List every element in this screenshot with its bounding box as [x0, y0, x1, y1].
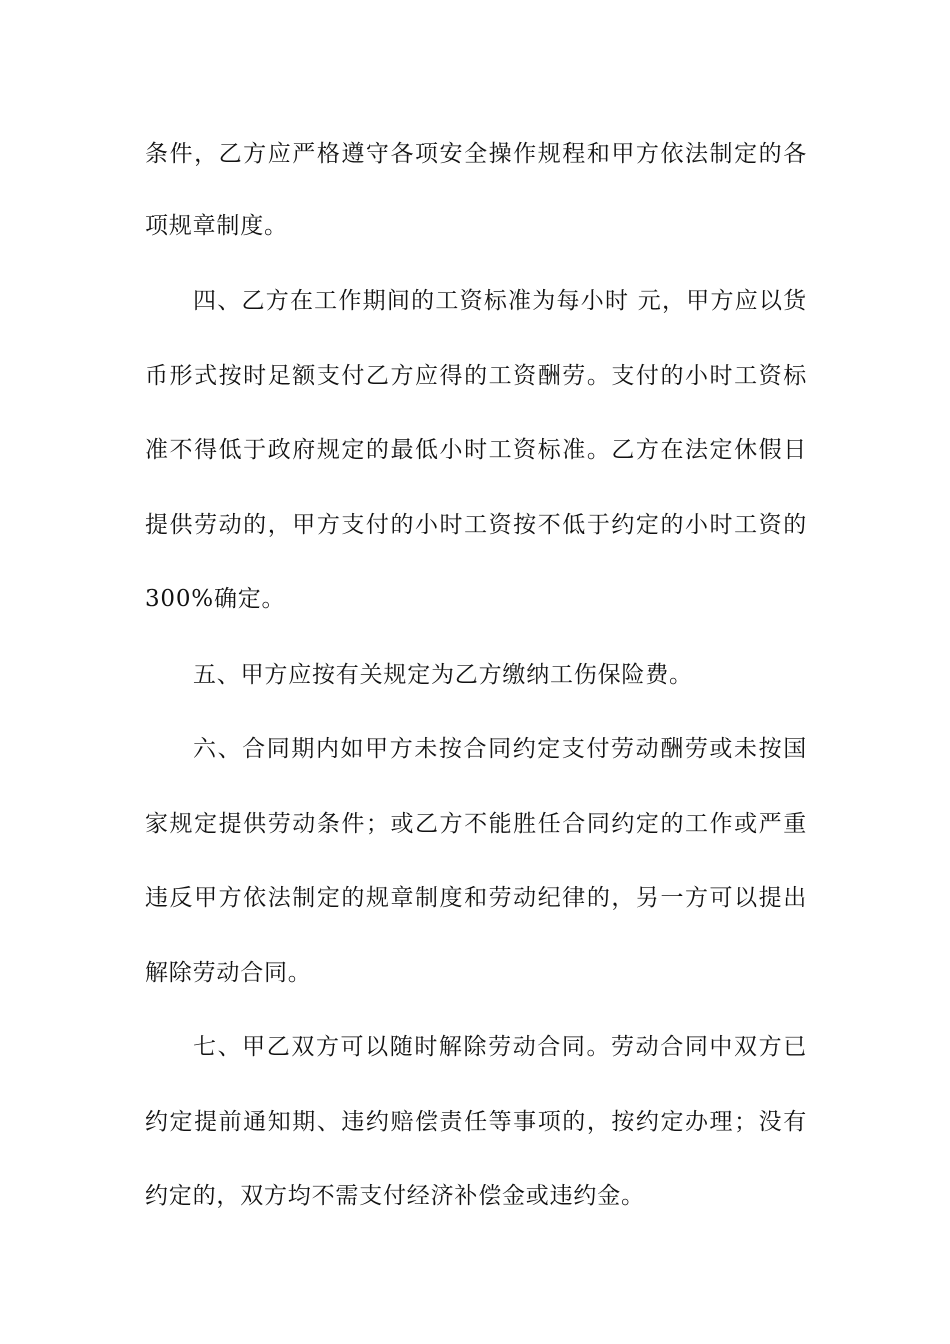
text-line: 提供劳动的，甲方支付的小时工资按不低于约定的小时工资的	[145, 512, 807, 538]
text-line: 300%确定。	[145, 586, 286, 612]
text-line: 项规章制度。	[145, 213, 288, 239]
text-line: 约定提前通知期、违约赔偿责任等事项的，按约定办理；没有	[145, 1109, 807, 1135]
text-line: 违反甲方依法制定的规章制度和劳动纪律的，另一方可以提出	[145, 885, 807, 911]
paragraph-6-start: 六、合同期内如甲方未按合同约定支付劳动酬劳或未按国	[193, 736, 807, 762]
paragraph-5: 五、甲方应按有关规定为乙方缴纳工伤保险费。	[193, 662, 693, 688]
text-line: 币形式按时足额支付乙方应得的工资酬劳。支付的小时工资标	[145, 363, 807, 389]
text-line: 家规定提供劳动条件；或乙方不能胜任合同约定的工作或严重	[145, 811, 807, 837]
paragraph-7-start: 七、甲乙双方可以随时解除劳动合同。劳动合同中双方已	[193, 1034, 807, 1060]
paragraph-4-start: 四、乙方在工作期间的工资标准为每小时 元，甲方应以货	[193, 288, 807, 314]
text-line: 解除劳动合同。	[145, 960, 312, 986]
text-line: 条件，乙方应严格遵守各项安全操作规程和甲方依法制定的各	[145, 141, 807, 167]
text-line: 准不得低于政府规定的最低小时工资标准。乙方在法定休假日	[145, 437, 807, 463]
text-line: 约定的，双方均不需支付经济补偿金或违约金。	[145, 1183, 645, 1209]
